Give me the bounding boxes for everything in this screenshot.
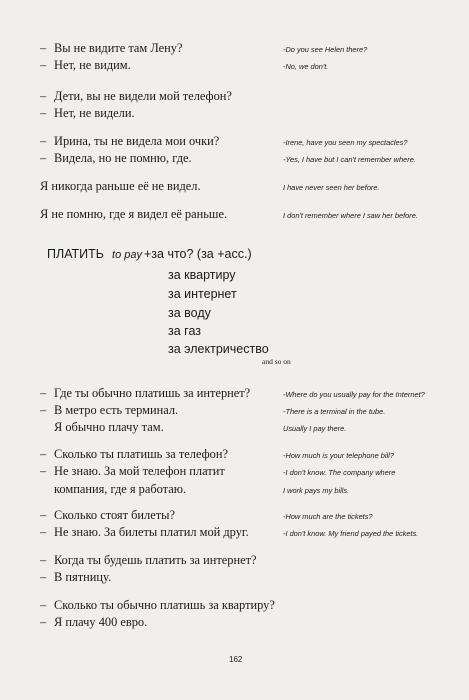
object-item: за электричество <box>168 342 269 356</box>
ru-line: – Ирина, ты не видела мои очки? <box>40 134 220 148</box>
ru-line: Я обычно плачу там. <box>54 420 164 434</box>
en-line: I work pays my bills. <box>283 486 350 495</box>
ru-line: – Сколько ты обычно платишь за квартиру? <box>40 598 275 612</box>
en-line: -How much is your telephone bill? <box>283 451 394 460</box>
en-line: -Irene, have you seen my spectacles? <box>283 138 408 147</box>
ru-line: – Дети, вы не видели мой телефон? <box>40 89 232 103</box>
en-line: -Do you see Helen there? <box>283 45 368 54</box>
ru-line: – Нет, не видим. <box>40 58 131 72</box>
ru-line: – Сколько ты платишь за телефон? <box>40 447 228 461</box>
object-item: за воду <box>168 306 211 320</box>
ru-line: – Сколько стоят билеты? <box>40 508 175 522</box>
and-so-on: and so on <box>262 357 291 366</box>
en-line: I have never seen her before. <box>283 183 380 192</box>
ru-line: – Не знаю. За билеты платил мой друг. <box>40 525 249 539</box>
en-line: -How much are the tickets? <box>283 512 373 521</box>
ru-line: Я не помню, где я видел её раньше. <box>40 207 228 221</box>
object-item: за квартиру <box>168 268 236 282</box>
en-line: -No, we don't. <box>283 62 329 71</box>
ru-line: – Где ты обычно платишь за интернет? <box>40 386 251 400</box>
en-line: I don't remember where I saw her before. <box>283 211 418 220</box>
ru-line: – Не знаю. За мой телефон платит <box>40 464 225 478</box>
ru-line: компания, где я работаю. <box>54 482 187 496</box>
ru-line: – Вы не видите там Лену? <box>40 41 183 55</box>
ru-line: – Когда ты будешь платить за интернет? <box>40 553 257 567</box>
en-line: -Where do you usually pay for the Internet? <box>283 390 425 399</box>
ru-line: – Нет, не видели. <box>40 106 135 120</box>
en-line: Usually I pay there. <box>283 424 347 433</box>
ru-line: – В метро есть терминал. <box>40 403 179 417</box>
en-line: -I don't know. My friend payed the tickets. <box>283 529 419 538</box>
ru-line: Я никогда раньше её не видел. <box>40 179 201 193</box>
object-item: за интернет <box>168 287 237 301</box>
ru-line: – В пятницу. <box>40 570 112 584</box>
object-item: за газ <box>168 324 201 338</box>
en-line: -Yes, I have but I can't remember where. <box>283 155 416 164</box>
en-line: -I don't know. The company where <box>283 468 396 477</box>
page-number: 162 <box>229 655 243 664</box>
ru-line: – Видела, но не помню, где. <box>40 151 192 165</box>
section-heading: ПЛАТИТЬ to pay +за что? (за +acc.) <box>47 247 252 261</box>
en-line: -There is a terminal in the tube. <box>283 407 386 416</box>
ru-line: – Я плачу 400 евро. <box>40 615 148 629</box>
